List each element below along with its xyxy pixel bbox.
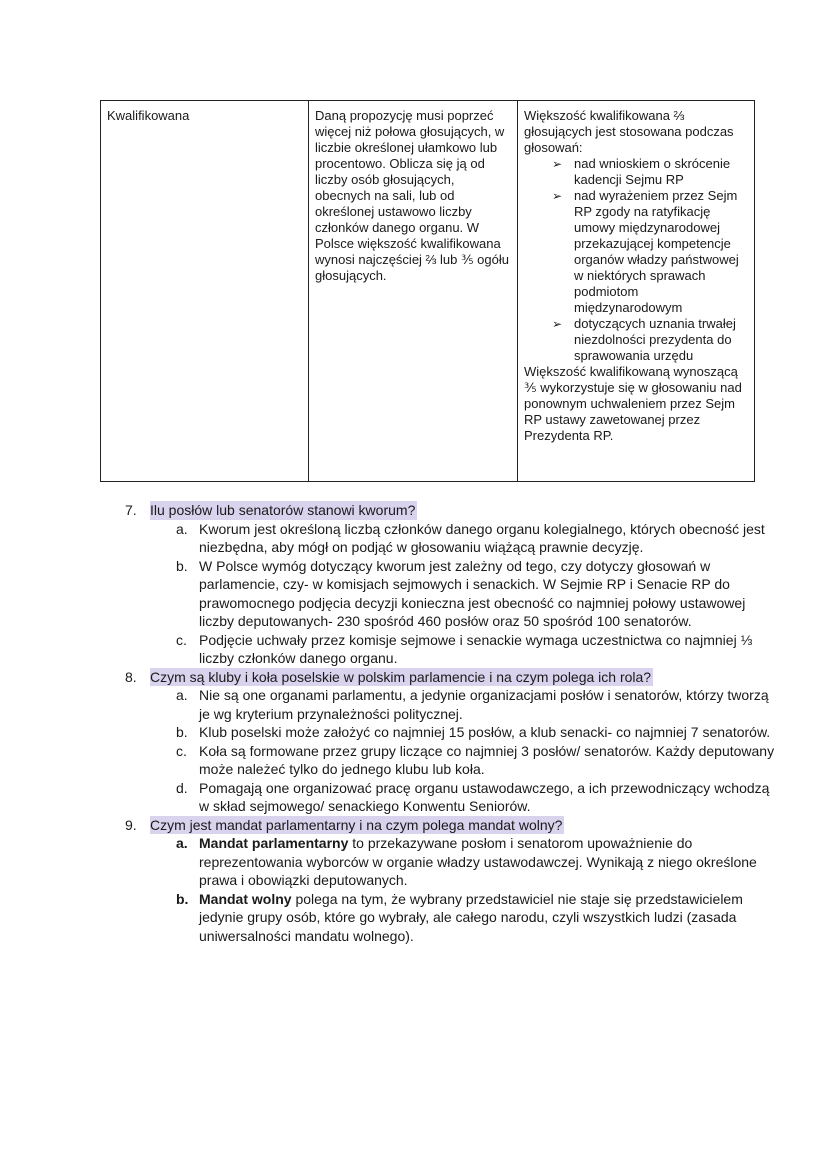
answer-term: Mandat wolny — [199, 890, 292, 907]
question-number: 9. — [125, 816, 137, 833]
usage-bullet: ➢ nad wnioskiem o skrócenie kadencji Sejmu RP — [552, 156, 731, 187]
answer-letter: a. — [176, 687, 188, 703]
answer-item: d. Pomagają one organizować pracę organu ustawodawczego, a ich przewodniczący wchodzą w skład sejmowego/ senackiego Konwentu Seniorów. — [176, 779, 770, 814]
answer-letter: c. — [176, 631, 187, 648]
answer-letter: b. — [176, 724, 188, 740]
answer-list — [125, 686, 775, 816]
answer-letter: a. — [176, 520, 188, 537]
question-9 — [125, 816, 775, 835]
answer-item: b. W Polsce wymóg dotyczący kworum jest zależny od tego, czy dotyczy głosowań w parlamencie, czy- w komisjach sejmowych i senackich. W Sejmie RP i Senacie RP do prawomocnego podjęcia decyzji konieczna jest obecność co najmniej połowy ustawowej liczby deputowanych- 230 spośród 460 posłów oraz 50 spośród 100 senatorów. — [176, 557, 746, 629]
answer-item: a. Kworum jest określoną liczbą członków danego organu kolegialnego, których obecność jest niezbędna, aby mógł on podjąć w głosowaniu wiążącą prawnie decyzję. — [176, 520, 765, 555]
majority-definition: Daną propozycję musi poprzeć więcej niż połowa głosujących, w liczbie określonej ułamkowo lub procentowo. Oblicza się ją od liczby osób głosujących, obecnych na sali, lub od określonej ustawowo liczby członków danego organu. W Polsce większość kwalifikowana wynosi najczęściej ⅔ lub ⅗ ogółu głosujących. — [315, 108, 509, 283]
arrow-bullet-icon: ➢ — [552, 189, 563, 203]
answer-item: b. Klub poselski może założyć co najmniej 15 posłów, a klub senacki- co najmniej 7 senatorów. — [176, 724, 771, 740]
answer-letter: b. — [176, 890, 189, 907]
answer-item: c. Podjęcie uchwały przez komisje sejmowe i senackie wymaga uczestnictwa co najmniej ⅓ liczby członków danego organu. — [176, 631, 753, 666]
usage-intro: Większość kwalifikowana ⅔ głosujących jest stosowana podczas głosowań: — [524, 108, 734, 155]
question-7 — [125, 501, 775, 520]
arrow-bullet-icon: ➢ — [552, 157, 563, 171]
answer-letter: c. — [176, 742, 187, 759]
question-list — [125, 501, 775, 945]
arrow-bullet-icon: ➢ — [552, 317, 563, 331]
answer-letter: a. — [176, 835, 188, 851]
majority-table — [100, 100, 755, 482]
answer-list — [125, 520, 775, 668]
usage-bullet-list — [524, 156, 748, 364]
answer-item: b. Mandat wolny polega na tym, że wybrany przedstawiciel nie staje się przedstawicielem jedynie grupy osób, które go wybrały, ale całego narodu, czyli wszystkich ludzi (zasada uniwersalności mandatu wolnego). — [176, 890, 743, 944]
answer-letter: d. — [176, 779, 188, 796]
table-cell-usage — [518, 101, 754, 481]
answer-term: Mandat parlamentarny — [199, 835, 349, 851]
question-title: Czym jest mandat parlamentarny i na czym polega mandat wolny? — [150, 816, 563, 833]
usage-bullet: ➢ dotyczących uznania trwałej niezdolności prezydenta do sprawowania urzędu — [552, 316, 736, 363]
question-number: 7. — [125, 502, 137, 518]
answer-item: a. Nie są one organami parlamentu, a jedynie organizacjami posłów i senatorów, którzy tworzą je wg kryterium przynależności politycznej. — [176, 687, 769, 722]
question-8 — [125, 668, 775, 687]
question-number: 8. — [125, 668, 137, 685]
usage-outro: Większość kwalifikowaną wynoszącą ⅗ wykorzystuje się w głosowaniu nad ponownym uchwaleniem przez Sejm RP ustawy zawetowanej przez Prezydenta RP. — [524, 364, 742, 443]
usage-bullet: ➢ nad wyrażeniem przez Sejm RP zgody na ratyfikację umowy międzynarodowej przekazującej kompetencje organów władzy państwowej w niektórych sprawach podmiotom międzynarodowym — [552, 188, 739, 315]
answer-letter: b. — [176, 557, 188, 574]
table-cell-definition — [309, 101, 518, 481]
answer-list — [125, 834, 775, 945]
question-title: Ilu posłów lub senatorów stanowi kworum? — [150, 502, 416, 518]
question-title: Czym są kluby i koła poselskie w polskim parlamencie i na czym polega ich rola? — [150, 668, 652, 685]
table-cell-type — [101, 101, 309, 481]
answer-item: c. Koła są formowane przez grupy liczące co najmniej 3 posłów/ senatorów. Każdy deputowany może należeć tylko do jednego klubu lub koła. — [176, 742, 775, 777]
answer-item: a. Mandat parlamentarny to przekazywane posłom i senatorom upoważnienie do reprezentowania wyborców w organie władzy ustawodawczej. Wynikają z niego określone prawa i obowiązki deputowanych. — [176, 835, 757, 888]
majority-type: Kwalifikowana — [107, 108, 190, 123]
